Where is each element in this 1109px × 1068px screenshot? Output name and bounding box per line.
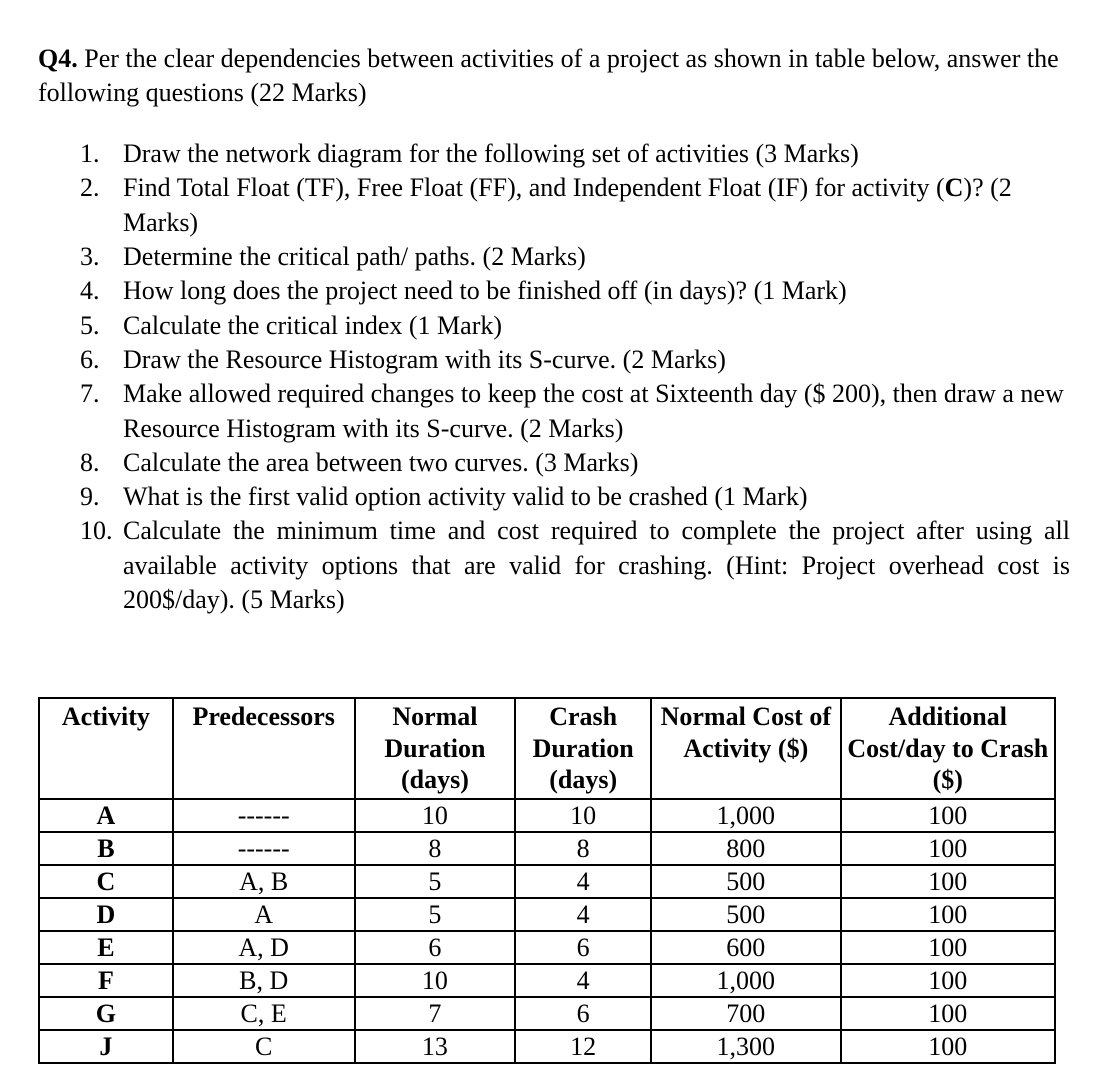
cell-crash-duration: 6 (515, 997, 651, 1030)
cell-normal-duration: 10 (355, 964, 516, 997)
item-text: Calculate the critical index (1 Mark) (123, 310, 503, 340)
cell-predecessors: ------ (173, 799, 355, 832)
header-predecessors: Predecessors (173, 698, 355, 799)
cell-crash-duration: 4 (515, 898, 651, 931)
item-number: 1. (80, 139, 100, 168)
cell-crash-duration: 4 (515, 964, 651, 997)
item-number: 7. (80, 379, 100, 409)
question-intro: Per the clear dependencies between activities of a project as shown in table below, answer the following questions (22 Marks) (38, 44, 1059, 108)
item-text (123, 173, 1012, 236)
list-item (80, 309, 1070, 343)
header-crash-duration: Crash Duration (days) (515, 698, 651, 799)
table-row (39, 799, 1055, 832)
cell-predecessors: ------ (173, 832, 355, 865)
item-number: 10. (80, 516, 113, 546)
table-row (39, 898, 1055, 931)
cell-additional-cost: 100 (841, 832, 1055, 865)
cell-normal-cost: 500 (651, 898, 840, 931)
cell-normal-duration: 5 (355, 898, 516, 931)
item-text: Draw the network diagram for the following set of activities (3 Marks) (123, 139, 859, 168)
cell-activity: C (39, 865, 173, 898)
list-item (80, 343, 1070, 377)
header-additional-cost: Additional Cost/day to Crash ($) (841, 698, 1055, 799)
item-text: How long does the project need to be finished off (in days)? (1 Mark) (123, 276, 847, 306)
cell-crash-duration: 10 (515, 799, 651, 832)
list-item (80, 377, 1070, 446)
table-row (39, 997, 1055, 1030)
cell-normal-duration: 6 (355, 931, 516, 964)
item-text-pre: Find Total Float (TF), Free Float (FF), and Independent Float (IF) for activity ( (123, 173, 945, 203)
table-row (39, 1030, 1055, 1063)
cell-normal-duration: 10 (355, 799, 516, 832)
cell-additional-cost: 100 (841, 964, 1055, 997)
list-item (80, 514, 1070, 617)
cell-additional-cost: 100 (841, 931, 1055, 964)
header-normal-duration: Normal Duration (days) (355, 698, 516, 799)
cell-crash-duration: 12 (515, 1030, 651, 1063)
cell-crash-duration: 4 (515, 865, 651, 898)
cell-crash-duration: 8 (515, 832, 651, 865)
table-row (39, 865, 1055, 898)
item-text: Make allowed required changes to keep the cost at Sixteenth day ($ 200), then draw a new Resource Histogram with its S-curve. (2 Marks) (123, 379, 1064, 443)
cell-activity: A (39, 799, 173, 832)
question-list (80, 137, 1070, 617)
cell-activity: J (39, 1030, 173, 1063)
cell-additional-cost: 100 (841, 898, 1055, 931)
table-row (39, 931, 1055, 964)
cell-normal-cost: 700 (651, 997, 840, 1030)
cell-additional-cost: 100 (841, 865, 1055, 898)
cell-predecessors: A (173, 898, 355, 931)
cell-normal-cost: 600 (651, 931, 840, 964)
item-text-post: )? (2 Marks) (123, 173, 1012, 237)
cell-normal-cost: 1,000 (651, 799, 840, 832)
cell-predecessors: A, D (173, 931, 355, 964)
cell-normal-duration: 8 (355, 832, 516, 865)
cell-additional-cost: 100 (841, 1030, 1055, 1063)
item-number: 6. (80, 344, 100, 374)
item-number: 9. (80, 482, 100, 512)
cell-normal-cost: 1,000 (651, 964, 840, 997)
list-item (80, 240, 1070, 274)
cell-additional-cost: 100 (841, 799, 1055, 832)
list-item (80, 480, 1070, 514)
cell-activity: D (39, 898, 173, 931)
cell-normal-duration: 5 (355, 865, 516, 898)
item-text: What is the first valid option activity valid to be crashed (1 Mark) (123, 482, 808, 512)
list-item (80, 274, 1070, 308)
item-number: 5. (80, 310, 100, 340)
activity-table (38, 697, 1056, 1064)
header-activity: Activity (39, 698, 173, 799)
item-number: 3. (80, 241, 100, 271)
item-text-bold: C (944, 173, 964, 203)
item-number: 4. (80, 276, 100, 306)
cell-predecessors: C, E (173, 997, 355, 1030)
header-normal-cost: Normal Cost of Activity ($) (651, 698, 840, 799)
cell-activity: E (39, 931, 173, 964)
item-number: 2. (80, 173, 100, 203)
cell-normal-cost: 1,300 (651, 1030, 840, 1063)
cell-additional-cost: 100 (841, 997, 1055, 1030)
question-heading (38, 42, 1078, 111)
list-item (80, 171, 1070, 240)
table-row (39, 832, 1055, 865)
cell-normal-cost: 500 (651, 865, 840, 898)
cell-predecessors: B, D (173, 964, 355, 997)
cell-normal-duration: 13 (355, 1030, 516, 1063)
cell-normal-cost: 800 (651, 832, 840, 865)
cell-normal-duration: 7 (355, 997, 516, 1030)
item-number: 8. (80, 447, 100, 477)
table-row (39, 964, 1055, 997)
cell-predecessors: C (173, 1030, 355, 1063)
item-text: Calculate the area between two curves. (3 Marks) (123, 447, 639, 477)
cell-crash-duration: 6 (515, 931, 651, 964)
question-number: Q4. (38, 44, 78, 73)
list-item (80, 446, 1070, 480)
item-text: Draw the Resource Histogram with its S-curve. (2 Marks) (123, 344, 726, 374)
list-item (80, 137, 1070, 171)
table-header-row (39, 698, 1055, 799)
cell-activity: G (39, 997, 173, 1030)
item-text: Determine the critical path/ paths. (2 Marks) (123, 241, 586, 271)
cell-predecessors: A, B (173, 865, 355, 898)
cell-activity: B (39, 832, 173, 865)
item-text: Calculate the minimum time and cost required to complete the project after using all available activity options that are valid for crashing. (Hint: Project overhead cost is 200$/day). (5 Marks) (123, 516, 1070, 615)
cell-activity: F (39, 964, 173, 997)
